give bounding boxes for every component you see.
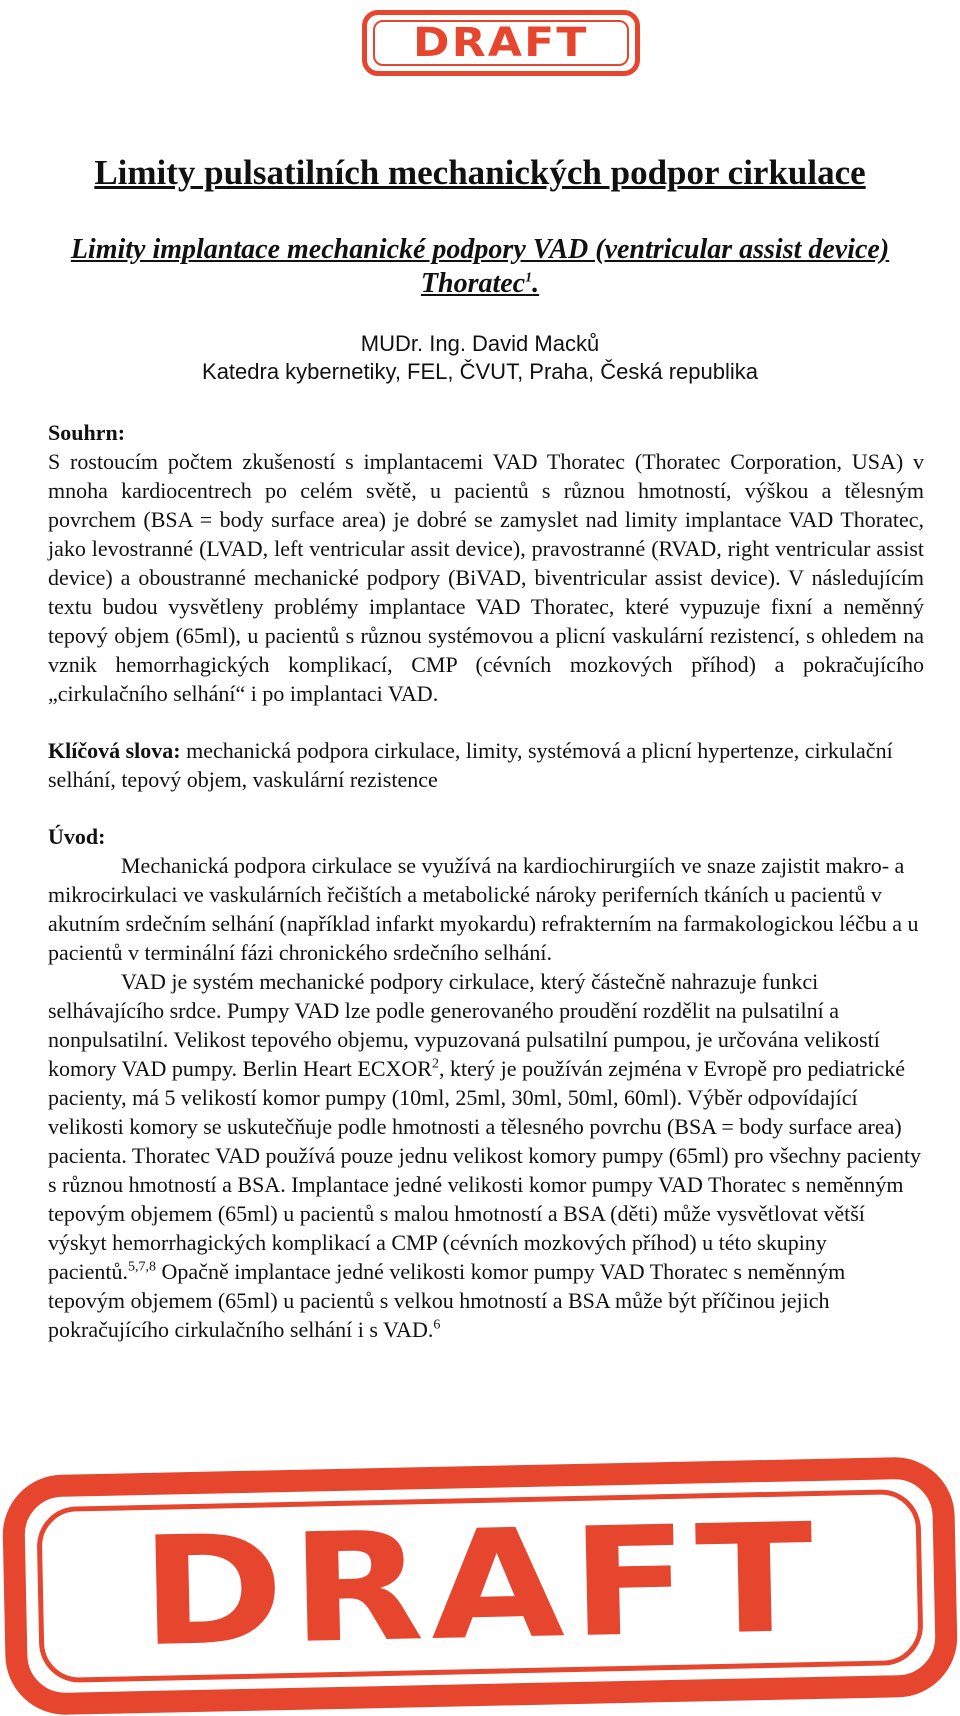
intro-p2-part-a: VAD je systém mechanické podpory cirkulace, který částečně nahrazuje funkci selhávajícího srdce. Pumpy VAD lze podle generovaného proudění rozdělit na pulsatilní a nonpulsatilní. Velikost tepového objemu, vypuzovaná pulsatilní pumpou, je určována velikostí komory VAD pumpy. Berlin Heart ECXOR <box>48 969 880 1081</box>
summary-heading: Souhrn: <box>48 420 126 445</box>
author-block <box>0 330 960 386</box>
draft-stamp-bottom <box>2 1456 959 1716</box>
page-title: Limity pulsatilních mechanických podpor cirkulace <box>94 153 866 192</box>
author-affiliation: Katedra kybernetiky, FEL, ČVUT, Praha, Česká republika <box>202 359 758 384</box>
spacer <box>48 794 924 822</box>
author-name: MUDr. Ing. David Macků <box>360 331 600 356</box>
document-body <box>48 418 924 1344</box>
intro-paragraph-2 <box>48 967 924 1344</box>
keywords-text: mechanická podpora cirkulace, limity, systémová a plicní hypertenze, cirkulační selhání, tepový objem, vaskulární rezistence <box>48 738 893 792</box>
intro-p2-ref-2: 5,7,8 <box>128 1259 157 1275</box>
intro-p2-part-c: Opačně implantace jedné velikosti komor pumpy VAD Thoratec s neměnným tepovým objemem (65ml) u pacientů s velkou hmotností a BSA může být příčinou jejich pokračujícího cirkulačního selhání i s VAD. <box>48 1259 846 1342</box>
summary-text: S rostoucím počtem zkušeností s implantacemi VAD Thoratec (Thoratec Corporation, USA) v mnoha kardiocentrech po celém světě, u pacientů s různou hmotností, výškou a tělesným povrchem (BSA = body surface area) je dobré se zamyslet nad limity implantace VAD Thoratec, jako levostranné (LVAD, left ventricular assit device), pravostranné (RVAD, right ventricular assist device) a oboustranné mechanické podpory (BiVAD, biventricular assist device). V následujícím textu budou vysvětleny problémy implantace VAD Thoratec, které vypuzuje fixní a neměnný tepový objem (65ml), u pacientů s různou systémovou a plicní vaskulární rezistencí, s ohledem na vznik hemorrhagických komplikací, CMP (cévních mozkových příhod) a pokračujícího „cirkulačního selhání“ i po implantaci VAD. <box>48 449 924 706</box>
subtitle-text: Limity implantace mechanické podpory VAD (ventricular assist device) Thoratec <box>70 234 890 299</box>
subtitle <box>40 233 920 301</box>
spacer <box>48 708 924 736</box>
draft-stamp-bottom-text: DRAFT <box>138 1491 822 1681</box>
draft-stamp-top-text: DRAFT <box>413 20 589 66</box>
intro-p2-ref-3: 6 <box>433 1317 441 1333</box>
intro-heading: Úvod: <box>48 824 106 849</box>
draft-stamp-top <box>362 10 640 76</box>
keywords-label: Klíčová slova: <box>48 738 181 763</box>
subtitle-ref: 1 <box>525 270 533 286</box>
intro-paragraph-1: Mechanická podpora cirkulace se využívá na kardiochirurgiích ve snaze zajistit makro- a mikrocirkulaci ve vaskulárních řečištích a metabolické nároky periferních tkáních u pacientů v akutním srdečním selhání (například infarkt myokardu) refrakterním na farmakologickou léčbu a u pacientů v terminální fázi chronického srdečního selhání. <box>48 853 919 965</box>
subtitle-end: . <box>532 268 540 299</box>
intro-p2-part-b: , který je používán zejména v Evropě pro pediatrické pacienty, má 5 velikostí komor pumpy (10ml, 25ml, 30ml, 50ml, 60ml). Výběr odpovídající velikosti komory se uskutečňuje podle hmotnosti a tělesného povrchu (BSA = body surface area) pacienta. Thoratec VAD používá pouze jednu velikost komory pumpy (65ml) pro všechny pacienty s různou hmotností a BSA. Implantace jedné velikosti komor pumpy VAD Thoratec s neměnným tepovým objemem (65ml) u pacientů s malou hmotností a BSA (děti) může vysvětlovat větší výskyt hemorrhagických komplikací a CMP (cévních mozkových příhod) u této skupiny pacientů. <box>48 1056 922 1284</box>
keywords <box>48 736 924 794</box>
intro-p2-ref-1: 2 <box>431 1056 439 1072</box>
